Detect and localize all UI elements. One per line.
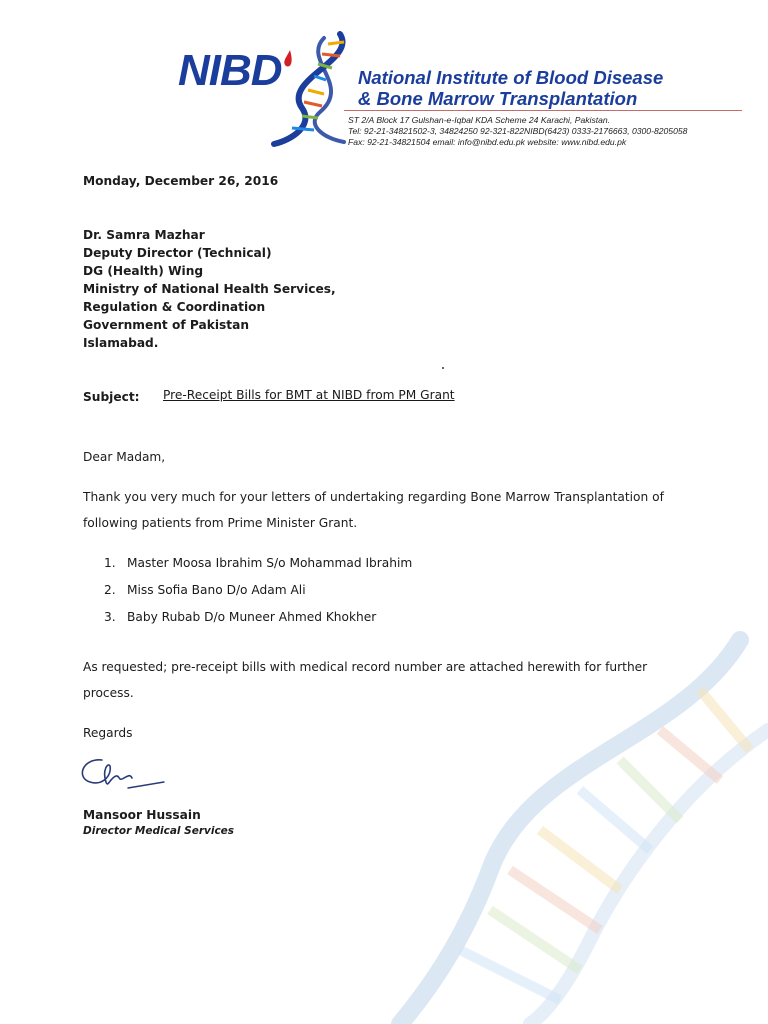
org-name-line1: National Institute of Blood Disease [358, 67, 664, 88]
salutation: Dear Madam, [83, 450, 166, 464]
paragraph-line: following patients from Prime Minister Grant. [83, 516, 358, 530]
paragraph-intro [83, 484, 664, 536]
paragraph-line: As requested; pre-receipt bills with medical record number are attached herewith for further [83, 660, 648, 674]
paragraph-line: Thank you very much for your letters of undertaking regarding Bone Marrow Transplantation of [83, 490, 664, 504]
list-number: 1. [104, 556, 116, 570]
letterhead-fax-email: Fax: 92-21-34821504 email: info@nibd.edu.pk website: www.nibd.edu.pk [348, 137, 627, 147]
stray-mark [442, 367, 444, 369]
paragraph-request [83, 654, 647, 706]
subject-text: Pre-Receipt Bills for BMT at NIBD from PM Grant [163, 388, 455, 402]
org-name-line2: & Bone Marrow Transplantation [358, 88, 638, 109]
letterhead-divider [344, 110, 742, 111]
signature-icon [72, 748, 172, 798]
letterhead-phone: Tel: 92-21-34821502-3, 34824250 92-321-822NIBD(6423) 0333-2176663, 0300-8205058 [348, 126, 688, 136]
list-number: 3. [104, 610, 116, 624]
recipient-line: DG (Health) Wing [83, 264, 204, 278]
recipient-line: Government of Pakistan [83, 318, 249, 332]
closing: Regards [83, 726, 133, 740]
list-item [104, 581, 412, 608]
letterhead-address: ST 2/A Block 17 Gulshan-e-Iqbal KDA Scheme 24 Karachi, Pakistan. [348, 115, 611, 125]
signer-name: Mansoor Hussain [83, 808, 201, 822]
patient-name: Master Moosa Ibrahim S/o Mohammad Ibrahim [127, 556, 413, 570]
recipient-line: Islamabad. [83, 336, 159, 350]
recipient-line: Deputy Director (Technical) [83, 246, 272, 260]
recipient-line: Dr. Samra Mazhar [83, 228, 205, 242]
patient-name: Miss Sofia Bano D/o Adam Ali [127, 583, 306, 597]
nibd-logo-text: NIBD [178, 46, 282, 95]
signer-title: Director Medical Services [83, 825, 235, 837]
dna-helix-logo-icon [262, 30, 362, 148]
patient-name: Baby Rubab D/o Muneer Ahmed Khokher [127, 610, 377, 624]
list-item [104, 608, 412, 635]
letter-date: Monday, December 26, 2016 [83, 174, 279, 188]
paragraph-line: process. [83, 686, 134, 700]
patient-list [104, 554, 412, 635]
recipient-address [83, 226, 336, 352]
list-item [104, 554, 412, 581]
recipient-line: Ministry of National Health Services, [83, 282, 336, 296]
subject-label: Subject: [83, 390, 140, 404]
recipient-line: Regulation & Coordination [83, 300, 266, 314]
list-number: 2. [104, 583, 116, 597]
